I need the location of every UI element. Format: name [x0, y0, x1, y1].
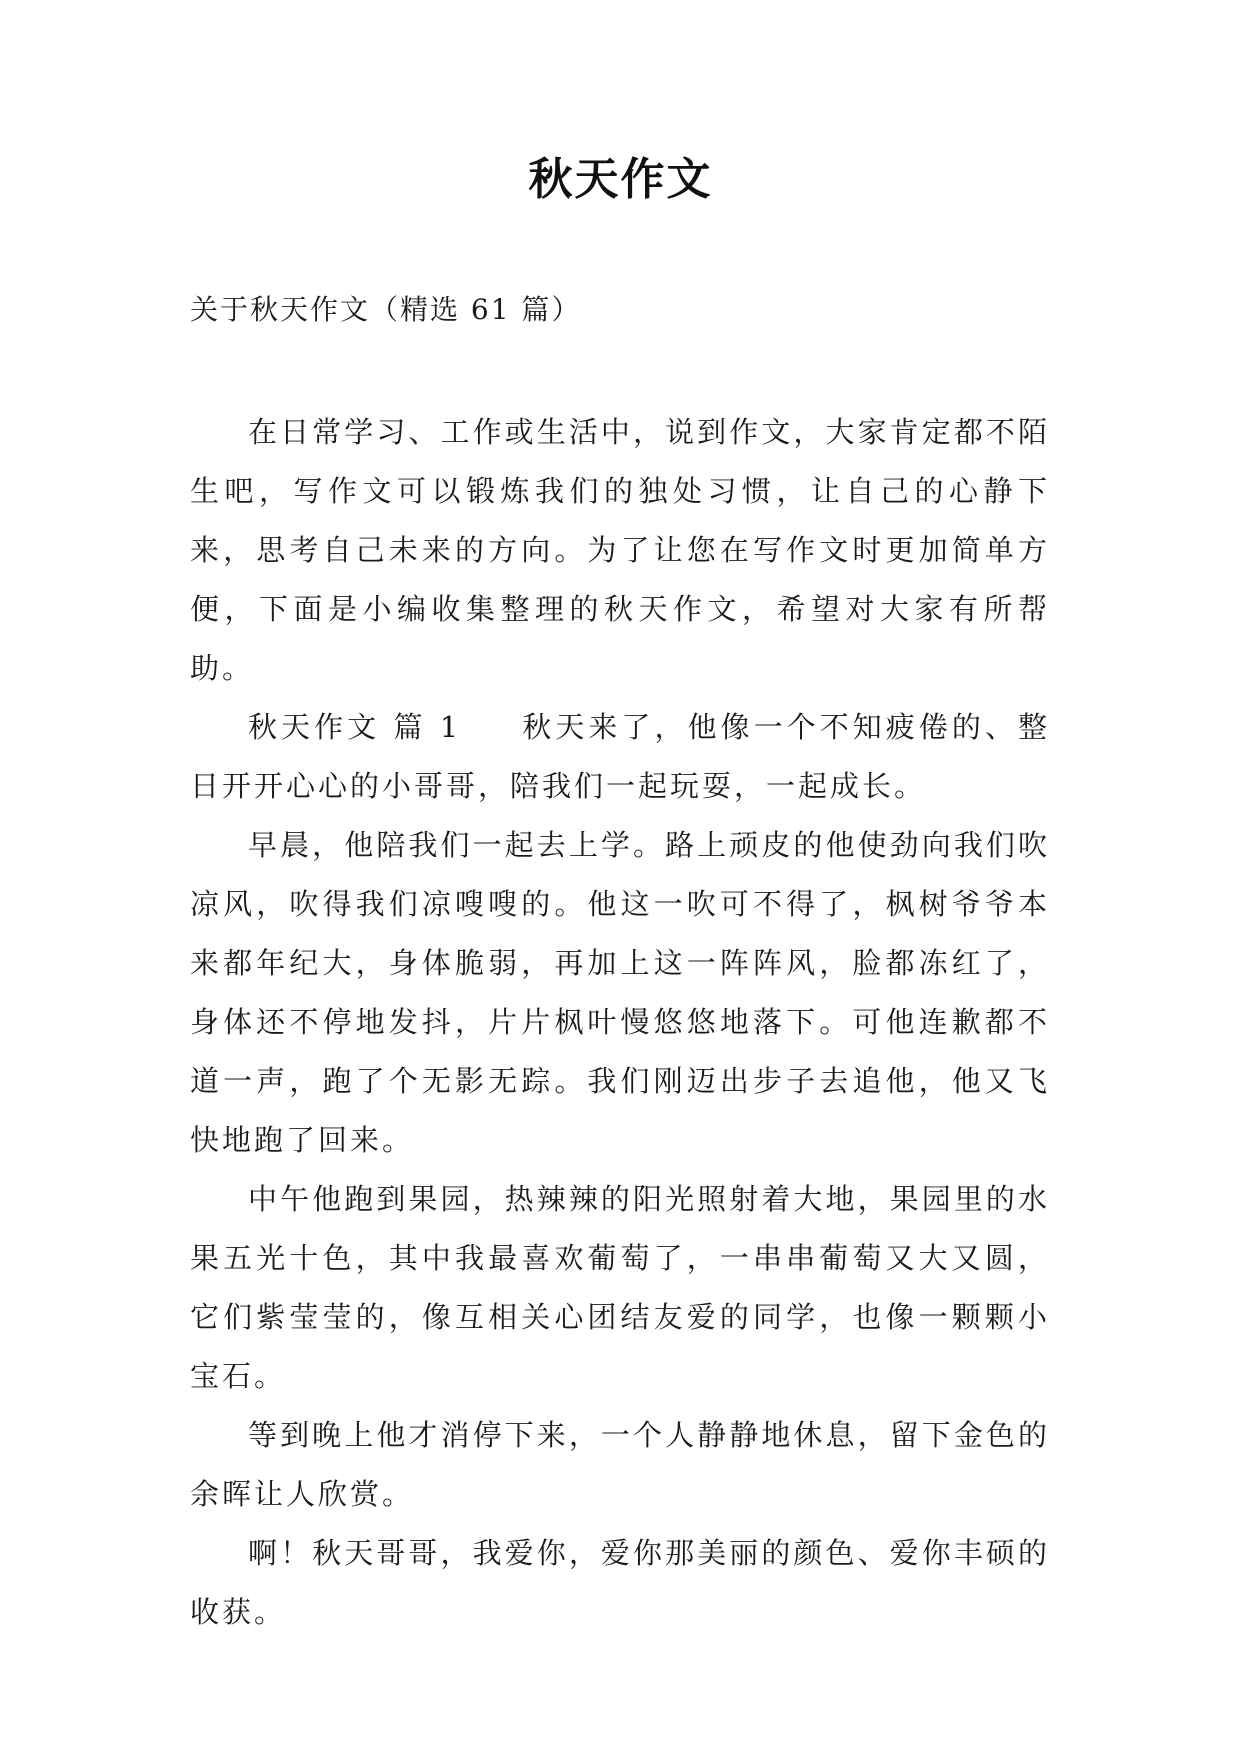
noon-paragraph: 中午他跑到果园，热辣辣的阳光照射着大地，果园里的水果五光十色，其中我最喜欢葡萄了，一串串葡萄又大又圆，它们紫莹莹的，像互相关心团结友爱的同学，也像一颗颗小宝石。	[190, 1182, 1050, 1393]
document-subtitle: 关于秋天作文（精选 61 篇）	[190, 293, 582, 326]
section-1-opening-text: 秋天来了，他像一个不知疲倦的、整日开开心心的小哥哥，陪我们一起玩耍，一起成长。	[190, 710, 1050, 803]
section-1-heading: 秋天作文 篇 1	[248, 710, 462, 744]
section-1-paragraph	[190, 698, 1050, 816]
intro-paragraph: 在日常学习、工作或生活中，说到作文，大家肯定都不陌生吧，写作文可以锻炼我们的独处习惯，让自己的心静下来，思考自己未来的方向。为了让您在写作文时更加简单方便，下面是小编收集整理的秋天作文，希望对大家有所帮助。	[190, 415, 1050, 685]
page-title: 秋天作文	[528, 154, 713, 205]
evening-paragraph: 等到晚上他才消停下来，一个人静静地休息，留下金色的余晖让人欣赏。	[190, 1418, 1050, 1511]
morning-paragraph: 早晨，他陪我们一起去上学。路上顽皮的他使劲向我们吹凉风，吹得我们凉嗖嗖的。他这一吹可不得了，枫树爷爷本来都年纪大，身体脆弱，再加上这一阵阵风，脸都冻红了，身体还不停地发抖，片片枫叶慢悠悠地落下。可他连歉都不道一声，跑了个无影无踪。我们刚迈出步子去追他，他又飞快地跑了回来。	[190, 828, 1050, 1157]
closing-paragraph: 啊！秋天哥哥，我爱你，爱你那美丽的颜色、爱你丰硕的收获。	[190, 1536, 1050, 1629]
document-body	[190, 403, 1050, 1642]
